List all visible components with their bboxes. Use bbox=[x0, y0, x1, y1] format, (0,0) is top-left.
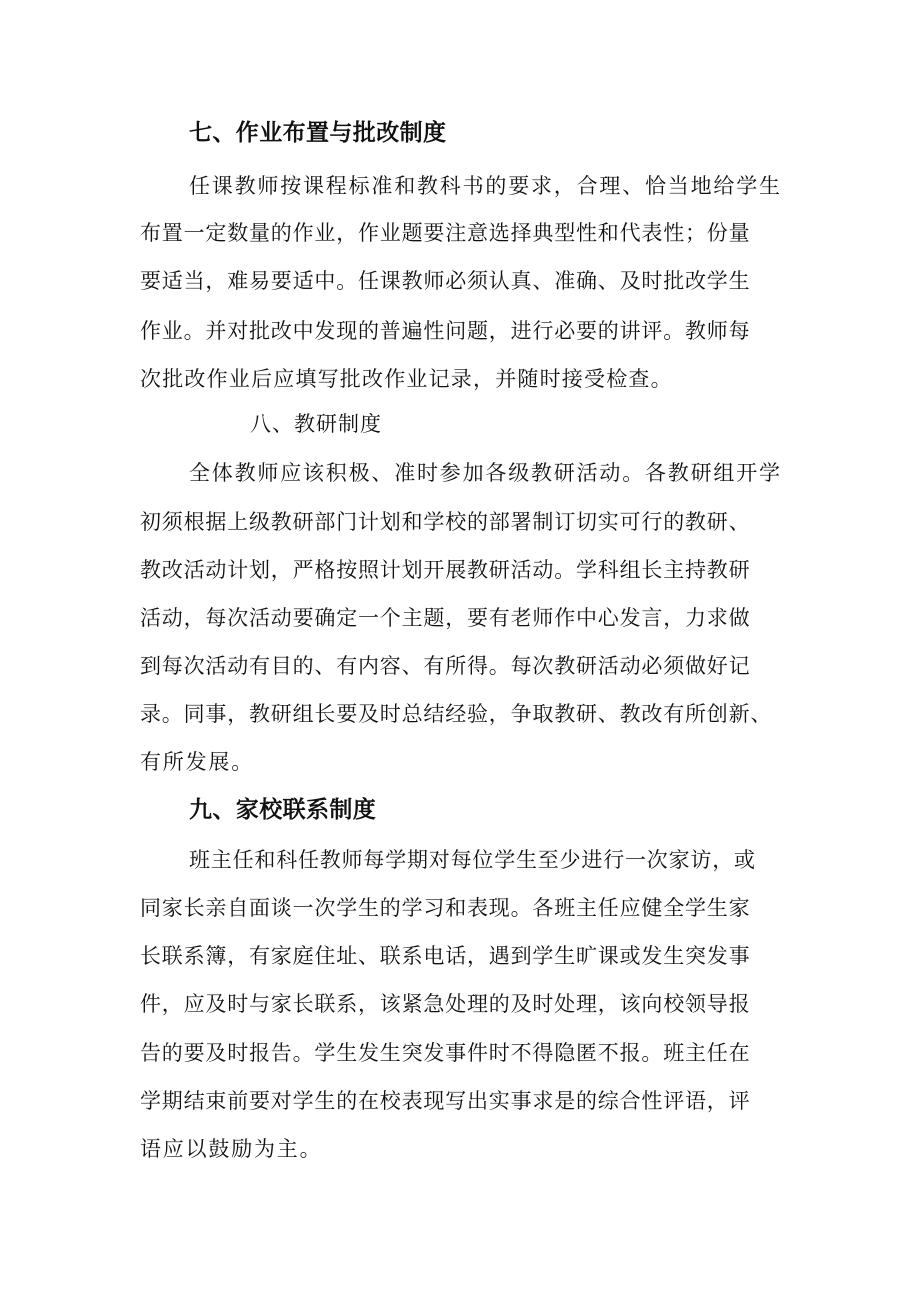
paragraph-line: 布置一定数量的作业，作业题要注意选择典型性和代表性；份量 bbox=[140, 221, 751, 245]
paragraph-line: 任课教师按课程标准和教科书的要求，合理、恰当地给学生 bbox=[189, 174, 782, 198]
paragraph-line: 到每次活动有目的、有内容、有所得。每次教研活动必须做好记 bbox=[140, 654, 751, 678]
paragraph-line: 语应以鼓励为主。 bbox=[140, 1137, 323, 1161]
paragraph-line: 有所发展。 bbox=[140, 750, 254, 774]
paragraph-line: 全体教师应该积极、准时参加各级教研活动。各教研组开学 bbox=[189, 461, 782, 485]
paragraph-line: 班主任和科任教师每学期对每位学生至少进行一次家访，或 bbox=[189, 848, 756, 872]
section-heading-homework: 七、作业布置与批改制度 bbox=[189, 120, 447, 146]
paragraph-line: 同家长亲自面谈一次学生的学习和表现。各班主任应健全学生家 bbox=[140, 896, 751, 920]
paragraph-line: 教改活动计划，严格按照计划开展教研活动。学科组长主持教研 bbox=[140, 558, 751, 582]
paragraph-line: 长联系簿，有家庭住址、联系电话，遇到学生旷课或发生突发事 bbox=[140, 944, 751, 968]
paragraph-line: 录。同事，教研组长要及时总结经验，争取教研、教改有所创新、 bbox=[140, 702, 773, 726]
paragraph-line: 初须根据上级教研部门计划和学校的部署制订切实可行的教研、 bbox=[140, 510, 751, 534]
paragraph-line: 要适当，难易要适中。任课教师必须认真、准确、及时批改学生 bbox=[140, 269, 751, 293]
paragraph-line: 次批改作业后应填写批改作业记录，并随时接受检查。 bbox=[140, 367, 673, 391]
section-heading-home-school: 九、家校联系制度 bbox=[189, 797, 377, 823]
paragraph-line: 活动，每次活动要确定一个主题，要有老师作中心发言，力求做 bbox=[140, 606, 751, 630]
section-heading-research: 八、教研制度 bbox=[250, 412, 382, 436]
paragraph-line: 告的要及时报告。学生发生突发事件时不得隐匿不报。班主任在 bbox=[140, 1041, 751, 1065]
paragraph-line: 作业。并对批改中发现的普遍性问题，进行必要的讲评。教师每 bbox=[140, 319, 751, 343]
paragraph-line: 件，应及时与家长联系，该紧急处理的及时处理，该向校领导报 bbox=[140, 992, 751, 1016]
paragraph-line: 学期结束前要对学生的在校表现写出实事求是的综合性评语，评 bbox=[140, 1089, 751, 1113]
